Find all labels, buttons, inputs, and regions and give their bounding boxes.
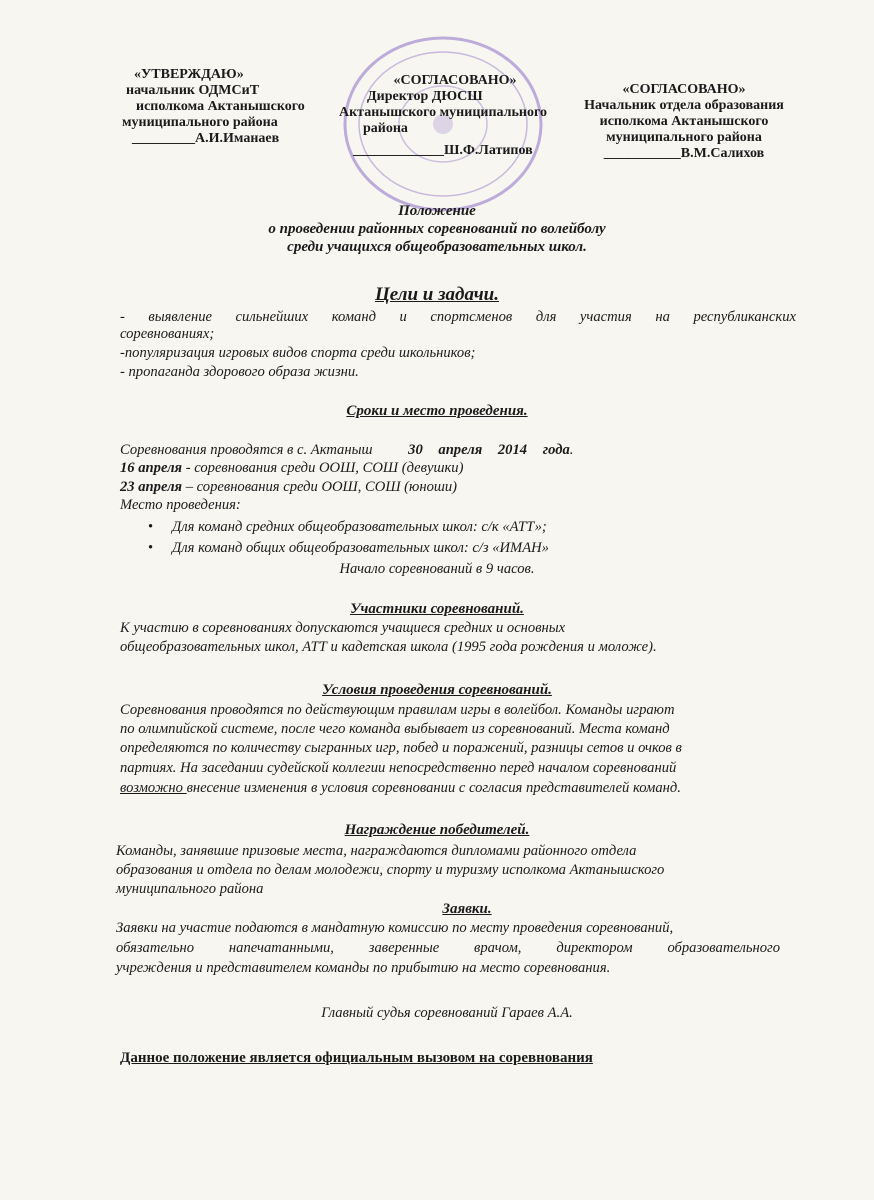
approval-right-signature: ___________В.М.Салихов <box>603 146 765 161</box>
approval-right-line-2: Начальник отдела образования <box>584 98 784 113</box>
goals-item-1-cont: соревнованиях; <box>120 326 215 342</box>
applications-line-2: обязательно напечатанными, заверенные врачом, директором образовательного <box>116 940 780 956</box>
conditions-last-text: внесение изменения в условия соревновании с согласия представителей команд. <box>186 780 681 796</box>
approval-left-line-3: исполкома Актанышского <box>136 99 305 114</box>
dates-place-label: Место проведения: <box>120 497 241 513</box>
dates-main-date: 30 апреля 2014 года <box>408 442 570 458</box>
conditions-line-2: по олимпийской системе, после чего команда выбывает из соревнований. Места команд <box>120 721 670 737</box>
approval-left-line-4: муниципального района <box>122 115 278 130</box>
awards-line-2: образования и отдела по делам молодежи, спорту и туризму исполкома Актанышского <box>116 862 665 878</box>
goals-item-2: -популяризация игровых видов спорта среди школьников; <box>120 345 476 361</box>
approval-block-left <box>122 67 305 147</box>
participants-line-2: общеобразовательных школ, АТТ и кадетская школа (1995 года рождения и моложе). <box>120 639 657 655</box>
goals-item-1: - выявление сильнейших команд и спортсменов для участия на республиканских <box>120 309 796 325</box>
dates-girls-text: - соревнования среди ООШ, СОШ (девушки) <box>182 460 464 476</box>
applications-line-1: Заявки на участие подаются в мандатную комиссию по месту проведения соревнований, <box>116 920 674 936</box>
goals-heading: Цели и задачи. <box>374 284 499 305</box>
conditions-line-1: Соревнования проводятся по действующим правилам игры в волейбол. Команды играют <box>120 702 675 718</box>
dates-boys-date: 23 апреля <box>120 479 183 495</box>
dates-bullet-1: Для команд средних общеобразовательных школ: с/к «АТТ»; <box>172 519 547 535</box>
chief-judge: Главный судья соревнований Гараев А.А. <box>321 1005 573 1021</box>
approval-middle-line-1: «СОГЛАСОВАНО» <box>393 73 517 88</box>
dates-main-date-suffix: . <box>569 442 574 458</box>
conditions-line-4: партиях. На заседании судейской коллегии непосредственно перед началом соревнований <box>120 760 677 776</box>
bullet-dot-2: • <box>148 540 154 556</box>
dates-start-time: Начало соревнований в 9 часов. <box>339 561 535 577</box>
approval-middle-line-2: Директор ДЮСШ <box>367 89 483 104</box>
conditions-possible-word: возможно <box>120 780 187 796</box>
approval-right-line-3: исполкома Актанышского <box>599 114 769 129</box>
approval-middle-signature: _____________Ш.Ф.Латипов <box>353 143 533 158</box>
approval-right-line-4: муниципального района <box>606 130 762 145</box>
dates-boys-line <box>120 479 457 496</box>
dates-girls-line <box>120 460 463 477</box>
conditions-line-3: определяются по количеству сыгранных игр, побед и поражений, разницы сетов и очков в <box>120 740 682 756</box>
awards-line-3: муниципального района <box>116 881 264 897</box>
official-call-note: Данное положение является официальным вызовом на соревнования <box>120 1050 593 1066</box>
dates-girls-date: 16 апреля <box>120 460 183 476</box>
awards-line-1: Команды, занявшие призовые места, награждаются дипломами районного отдела <box>116 843 637 859</box>
approval-left-line-2: начальник ОДМСиТ <box>126 83 260 98</box>
document-title-line-3: среди учащихся общеобразовательных школ. <box>287 239 587 255</box>
approval-middle-line-3: Актанышского муниципального <box>339 105 547 120</box>
approval-block-right <box>566 82 802 162</box>
approval-middle-line-4: района <box>363 121 408 136</box>
dates-heading: Сроки и место проведения. <box>346 403 528 419</box>
bullet-dot-1: • <box>148 519 154 535</box>
dates-intro-line <box>120 442 573 459</box>
conditions-heading: Условия проведения соревнований. <box>322 682 552 698</box>
participants-line-1: К участию в соревнованиях допускаются учащиеся средних и основных <box>120 620 566 636</box>
dates-intro: Соревнования проводятся в с. Актаныш <box>120 442 373 458</box>
document-title-line-2: о проведении районных соревнований по волейболу <box>268 221 606 237</box>
approval-block-middle <box>335 73 575 159</box>
applications-heading: Заявки. <box>442 901 492 917</box>
document-title-line-1: Положение <box>398 203 476 219</box>
goals-item-3: - пропаганда здорового образа жизни. <box>120 364 359 380</box>
dates-bullet-2: Для команд общих общеобразовательных школ: с/з «ИМАН» <box>172 540 549 556</box>
conditions-line-5 <box>120 780 681 797</box>
participants-heading: Участники соревнований. <box>350 601 524 617</box>
applications-line-3: учреждения и представителем команды по прибытию на место соревнования. <box>116 960 611 976</box>
approval-right-line-1: «СОГЛАСОВАНО» <box>622 82 746 97</box>
approval-left-signature: _________А.И.Иманаев <box>132 131 280 146</box>
dates-boys-text: – соревнования среди ООШ, СОШ (юноши) <box>182 479 458 495</box>
awards-heading: Награждение победителей. <box>344 822 530 838</box>
approval-left-line-1: «УТВЕРЖДАЮ» <box>134 67 244 82</box>
